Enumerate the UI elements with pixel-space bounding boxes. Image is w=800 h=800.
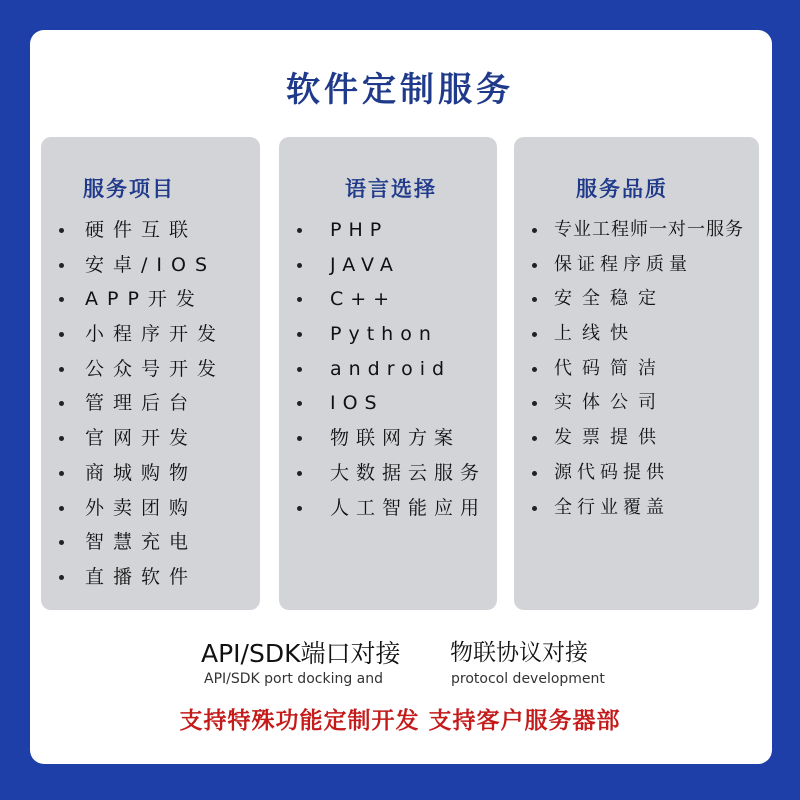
list-item: 管理后台 (41, 386, 260, 421)
bullet-icon (297, 332, 302, 337)
bullet-icon (532, 228, 537, 233)
iot-protocol-title: 物联协议对接 (450, 640, 588, 666)
bullet-icon (297, 471, 302, 476)
list-item: 保证程序质量 (514, 248, 759, 283)
list-item: JAVA (279, 248, 497, 283)
bullet-icon (532, 297, 537, 302)
bullet-icon (532, 436, 537, 441)
bullet-icon (59, 471, 64, 476)
list-item: 硬件互联 (41, 213, 260, 248)
bullet-icon (59, 506, 64, 511)
list-item: 安卓/IOS (41, 248, 260, 283)
bullet-icon (297, 436, 302, 441)
bullet-icon (59, 575, 64, 580)
bullet-icon (297, 228, 302, 233)
bullet-icon (59, 228, 64, 233)
bullet-icon (532, 471, 537, 476)
quality-panel (514, 137, 759, 610)
list-item: PHP (279, 213, 497, 248)
bullet-icon (297, 297, 302, 302)
list-item: android (279, 352, 497, 387)
list-item: 小程序开发 (41, 317, 260, 352)
api-sdk-subtitle: API/SDK port docking and (204, 671, 384, 687)
list-item: 发票提供 (514, 421, 759, 456)
api-sdk-title: API/SDK端口对接 (201, 639, 401, 668)
bullet-icon (59, 263, 64, 268)
list-item: 外卖团购 (41, 491, 260, 526)
list-item: 物联网方案 (279, 421, 497, 456)
bullet-icon (297, 367, 302, 372)
list-item: 代码简洁 (514, 352, 759, 387)
bullet-icon (59, 401, 64, 406)
bullet-icon (297, 263, 302, 268)
bullet-icon (59, 332, 64, 337)
iot-protocol-subtitle: protocol development (451, 671, 605, 687)
list-item: 专业工程师一对一服务 (514, 213, 759, 248)
languages-list (279, 213, 497, 525)
quality-list (514, 213, 759, 525)
languages-heading: 语言选择 (345, 177, 437, 201)
bullet-icon (59, 436, 64, 441)
bullet-icon (532, 263, 537, 268)
page-title: 软件定制服务 (286, 70, 514, 110)
bullet-icon (59, 297, 64, 302)
bullet-icon (532, 332, 537, 337)
bullet-icon (297, 506, 302, 511)
list-item: Python (279, 317, 497, 352)
list-item: 公众号开发 (41, 352, 260, 387)
list-item: 源代码提供 (514, 456, 759, 491)
list-item: C++ (279, 282, 497, 317)
languages-panel (279, 137, 497, 610)
services-heading: 服务项目 (83, 177, 175, 201)
bullet-icon (532, 401, 537, 406)
list-item: 大数据云服务 (279, 456, 497, 491)
bullet-icon (297, 401, 302, 406)
bullet-icon (59, 367, 64, 372)
list-item: 全行业覆盖 (514, 491, 759, 526)
bullet-icon (59, 540, 64, 545)
list-item: IOS (279, 386, 497, 421)
bullet-icon (532, 506, 537, 511)
list-item: APP开发 (41, 282, 260, 317)
bullet-icon (532, 367, 537, 372)
list-item: 官网开发 (41, 421, 260, 456)
list-item: 直播软件 (41, 560, 260, 595)
quality-heading: 服务品质 (576, 177, 668, 201)
list-item: 商城购物 (41, 456, 260, 491)
list-item: 安全稳定 (514, 282, 759, 317)
list-item: 上线快 (514, 317, 759, 352)
services-panel (41, 137, 260, 610)
services-list (41, 213, 260, 595)
list-item: 智慧充电 (41, 525, 260, 560)
custom-support-text: 支持特殊功能定制开发 支持客户服务器部 (179, 708, 621, 734)
list-item: 实体公司 (514, 386, 759, 421)
list-item: 人工智能应用 (279, 491, 497, 526)
